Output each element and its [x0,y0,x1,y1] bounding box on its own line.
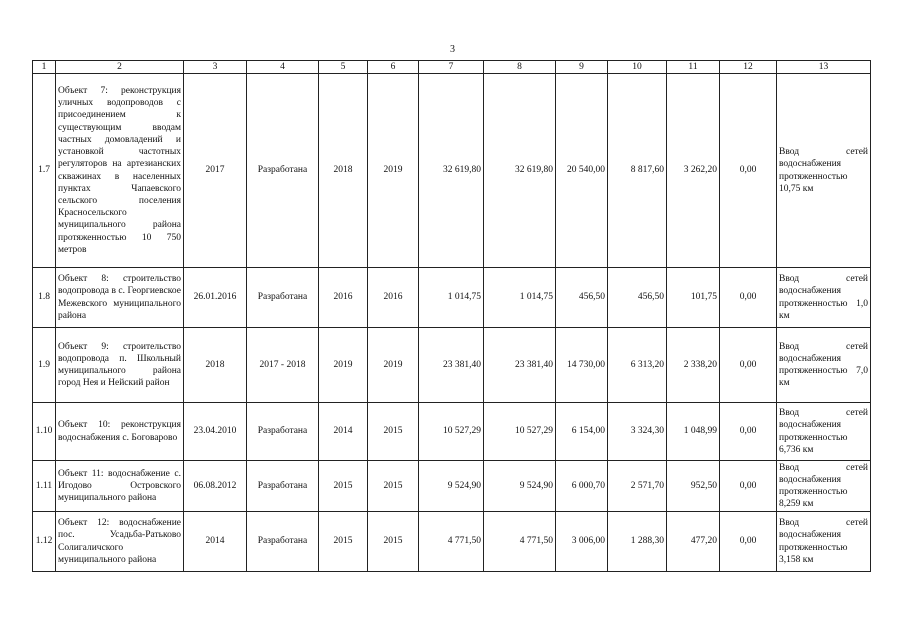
column-header: 11 [667,61,720,74]
end-year: 2015 [368,461,419,512]
total-cost: 4 771,50 [419,512,484,572]
column-header: 6 [368,61,419,74]
federal-budget: 6 154,00 [556,403,608,461]
column-header: 9 [556,61,608,74]
total-cost: 32 619,80 [419,74,484,268]
start-year: 2015 [319,461,368,512]
object-description: Объект 9: строительство водопровода п. Школьный муниципального района город Нея и Нейский район [56,328,184,403]
cost-value: 1 014,75 [484,268,556,328]
expected-result: Ввод сетей водоснабжения протяженностью 6,736 км [777,403,871,461]
object-description: Объект 12: водоснабжение пос. Усадьба-Ратьково Солигаличского муниципального района [56,512,184,572]
column-header: 5 [319,61,368,74]
start-year: 2018 [319,74,368,268]
column-header: 2 [56,61,184,74]
start-year: 2019 [319,328,368,403]
expected-result: Ввод сетей водоснабжения протяженностью 7,0 км [777,328,871,403]
start-year: 2016 [319,268,368,328]
project-status: Разработана [247,74,319,268]
end-year: 2015 [368,512,419,572]
column-header: 7 [419,61,484,74]
project-year: 2014 [184,512,247,572]
local-budget: 952,50 [667,461,720,512]
end-year: 2015 [368,403,419,461]
column-header: 3 [184,61,247,74]
total-cost: 23 381,40 [419,328,484,403]
row-number: 1.7 [33,74,56,268]
local-budget: 101,75 [667,268,720,328]
other-sources: 0,00 [720,512,777,572]
table-row [33,74,871,268]
project-year: 23.04.2010 [184,403,247,461]
column-header: 1 [33,61,56,74]
regional-budget: 2 571,70 [608,461,667,512]
row-number: 1.11 [33,461,56,512]
object-description: Объект 10: реконструкция водоснабжения с. Боговарово [56,403,184,461]
column-header: 12 [720,61,777,74]
project-status: Разработана [247,268,319,328]
page-number: 3 [450,44,455,55]
federal-budget: 456,50 [556,268,608,328]
table-row [33,403,871,461]
other-sources: 0,00 [720,461,777,512]
project-year: 2018 [184,328,247,403]
project-status: Разработана [247,403,319,461]
total-cost: 1 014,75 [419,268,484,328]
project-status: Разработана [247,461,319,512]
federal-budget: 14 730,00 [556,328,608,403]
project-year: 2017 [184,74,247,268]
cost-value: 4 771,50 [484,512,556,572]
regional-budget: 456,50 [608,268,667,328]
table-row [33,461,871,512]
regional-budget: 1 288,30 [608,512,667,572]
cost-value: 9 524,90 [484,461,556,512]
other-sources: 0,00 [720,403,777,461]
object-description: Объект 8: строительство водопровода в с. Георгиевское Межевского муниципального района [56,268,184,328]
row-number: 1.9 [33,328,56,403]
object-description: Объект 11: водоснабжение с. Игодово Островского муниципального района [56,461,184,512]
table-row [33,328,871,403]
cost-value: 32 619,80 [484,74,556,268]
other-sources: 0,00 [720,268,777,328]
regional-budget: 6 313,20 [608,328,667,403]
cost-value: 23 381,40 [484,328,556,403]
column-header: 10 [608,61,667,74]
start-year: 2015 [319,512,368,572]
column-header: 8 [484,61,556,74]
local-budget: 3 262,20 [667,74,720,268]
regional-budget: 8 817,60 [608,74,667,268]
cost-value: 10 527,29 [484,403,556,461]
project-year: 26.01.2016 [184,268,247,328]
column-header: 13 [777,61,871,74]
project-status: Разработана [247,512,319,572]
local-budget: 477,20 [667,512,720,572]
other-sources: 0,00 [720,74,777,268]
start-year: 2014 [319,403,368,461]
end-year: 2019 [368,74,419,268]
object-description: Объект 7: реконструкция уличных водопроводов с присоединением к существующим вводам частных домовладений и установкой частотных регуляторов на артезианских скважинах в населенных пунктах Чапаевского сельского поселения Красносельского муниципального района протяженностью 10 750 метров [56,74,184,268]
expected-result: Ввод сетей водоснабжения протяженностью 3,158 км [777,512,871,572]
table-header-row [33,61,871,74]
federal-budget: 6 000,70 [556,461,608,512]
column-header: 4 [247,61,319,74]
expected-result: Ввод сетей водоснабжения протяженностью 1,0 км [777,268,871,328]
end-year: 2019 [368,328,419,403]
investment-table [32,60,871,572]
total-cost: 9 524,90 [419,461,484,512]
row-number: 1.8 [33,268,56,328]
end-year: 2016 [368,268,419,328]
row-number: 1.10 [33,403,56,461]
expected-result: Ввод сетей водоснабжения протяженностью 8,259 км [777,461,871,512]
federal-budget: 20 540,00 [556,74,608,268]
project-year: 06.08.2012 [184,461,247,512]
table-body [33,61,871,572]
total-cost: 10 527,29 [419,403,484,461]
regional-budget: 3 324,30 [608,403,667,461]
local-budget: 2 338,20 [667,328,720,403]
table-row [33,512,871,572]
project-status: 2017 - 2018 [247,328,319,403]
local-budget: 1 048,99 [667,403,720,461]
expected-result: Ввод сетей водоснабжения протяженностью 10,75 км [777,74,871,268]
federal-budget: 3 006,00 [556,512,608,572]
row-number: 1.12 [33,512,56,572]
other-sources: 0,00 [720,328,777,403]
table-row [33,268,871,328]
